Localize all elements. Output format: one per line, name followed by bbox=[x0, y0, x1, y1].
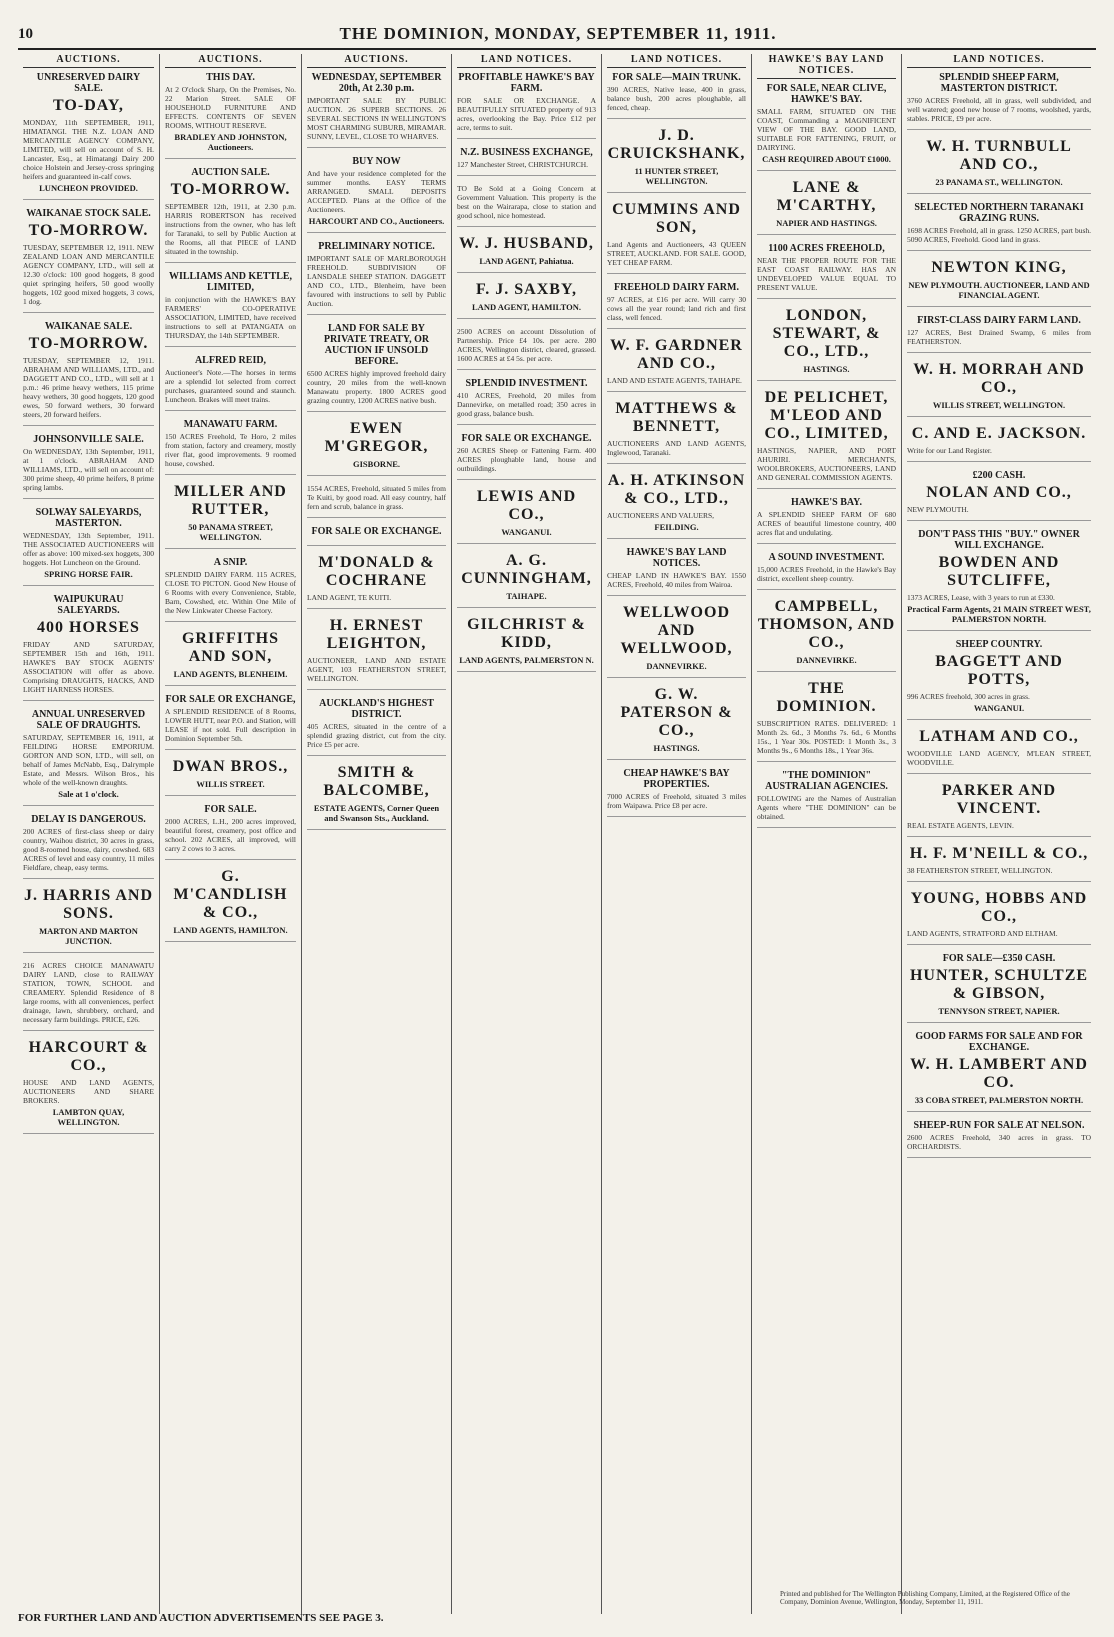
ad-name: DE PELICHET, M'LEOD AND CO., LIMITED, bbox=[764, 389, 889, 442]
advertisement bbox=[457, 616, 596, 672]
advertisement bbox=[457, 184, 596, 227]
ad-body: Auctioneer's Note.—The horses in terms are a splendid lot selected from correct purchases, guaranteed sound and staunch. Luncheon. Brakes will meet trains. bbox=[165, 368, 296, 404]
ad-body: SPLENDID DAIRY FARM. 115 ACRES, CLOSE TO PICTON. Good New House of 6 Rooms with every Convenience, Stable, Barn, Cowshed, etc. Within One Mile of the New Linkwater Cheese Factory. bbox=[165, 570, 296, 615]
ad-footer: Practical Farm Agents, 21 MAIN STREET WEST, PALMERSTON NORTH. bbox=[907, 604, 1091, 624]
ad-body: FRIDAY AND SATURDAY, SEPTEMBER 15th and 16th, 1911. HAWKE'S BAY STOCK AGENTS' ASSOCIATION will offer as above. Comprising DRAUGHTS, HACKS, AND LIGHT HARNESS HORSES. bbox=[23, 640, 154, 694]
advertisement bbox=[307, 554, 446, 609]
ad-name: H. ERNEST LEIGHTON, bbox=[326, 617, 427, 652]
ad-heading: A SOUND INVESTMENT. bbox=[768, 552, 885, 563]
ad-heading: DELAY IS DANGEROUS. bbox=[31, 814, 146, 825]
ad-heading: WAIPUKURAU SALEYARDS. bbox=[53, 594, 124, 616]
ad-body: 127 ACRES, Best Drained Swamp, 6 miles from FEATHERSTON. bbox=[907, 328, 1091, 346]
advertisement bbox=[607, 768, 746, 817]
advertisement bbox=[23, 961, 154, 1031]
ad-footer: HARCOURT AND CO., Auctioneers. bbox=[308, 216, 445, 226]
advertisement bbox=[457, 378, 596, 425]
ad-name: TO-MORROW. bbox=[170, 181, 291, 198]
ad-body: HASTINGS, NAPIER, AND PORT AHURIRI. MERCHANTS, WOOLBROKERS, AUCTIONEERS, LAND AND GENERAL COMMISSION AGENTS. bbox=[757, 446, 896, 482]
ad-heading: WAIKANAE STOCK SALE. bbox=[26, 208, 151, 219]
ad-name: LATHAM AND CO., bbox=[919, 728, 1079, 745]
advertisement bbox=[165, 483, 296, 549]
ad-name: CAMPBELL, THOMSON, AND CO., bbox=[757, 598, 896, 651]
advertisement bbox=[907, 361, 1091, 417]
columns-container bbox=[18, 54, 1096, 1614]
ad-body: CHEAP LAND IN HAWKE'S BAY. 1550 ACRES, Freehold, 40 miles from Wairoa. bbox=[607, 571, 746, 589]
ad-name: J. HARRIS AND SONS. bbox=[23, 887, 153, 922]
page-number: 10 bbox=[18, 26, 33, 42]
ad-body: 2500 ACRES on account Dissolution of Partnership. Price £4 10s. per acre. 280 ACRES, Wellington district, cleared, grassed. 1600 ACRES at £4 5s. per acre. bbox=[457, 327, 596, 363]
column-header: AUCTIONS. bbox=[307, 54, 446, 68]
advertisement bbox=[23, 208, 154, 313]
ad-heading: ANNUAL UNRESERVED SALE OF DRAUGHTS. bbox=[31, 709, 146, 731]
ad-body: A SPLENDID RESIDENCE of 8 Rooms, LOWER HUTT, near P.O. and Station, will LEASE if not sold. Full description in Dominion September 5th. bbox=[165, 707, 296, 743]
ad-name: NEWTON KING, bbox=[931, 259, 1067, 276]
ad-body: LAND AGENT, TE KUITI. bbox=[307, 593, 392, 602]
ad-heading: PROFITABLE HAWKE'S BAY FARM. bbox=[458, 72, 595, 94]
ad-heading: SHEEP COUNTRY. bbox=[955, 639, 1043, 650]
ad-heading: N.Z. BUSINESS EXCHANGE, bbox=[460, 147, 593, 158]
advertisement bbox=[165, 868, 296, 942]
ad-footer: TENNYSON STREET, NAPIER. bbox=[938, 1006, 1060, 1016]
ad-footer: WANGANUI. bbox=[973, 703, 1025, 713]
ad-heading: FREEHOLD DAIRY FARM. bbox=[614, 282, 739, 293]
ad-name: TO-DAY, bbox=[53, 97, 124, 114]
column-header: AUCTIONS. bbox=[165, 54, 296, 68]
ad-footer: DANNEVIRKE. bbox=[646, 661, 707, 671]
ad-heading: MANAWATU FARM. bbox=[183, 419, 278, 430]
advertisement bbox=[607, 604, 746, 678]
ad-heading: SHEEP-RUN FOR SALE AT NELSON. bbox=[913, 1120, 1085, 1131]
advertisement bbox=[907, 728, 1091, 774]
advertisement bbox=[165, 630, 296, 686]
advertisement bbox=[607, 72, 746, 119]
ad-footer: LAMBTON QUAY, WELLINGTON. bbox=[52, 1107, 125, 1127]
ad-footer: ESTATE AGENTS, Corner Queen and Swanson Sts., Auckland. bbox=[313, 803, 440, 823]
advertisement bbox=[757, 83, 896, 171]
advertisement bbox=[907, 890, 1091, 945]
ad-body: LAND AND ESTATE AGENTS, TAIHAPE. bbox=[607, 376, 742, 385]
advertisement bbox=[757, 307, 896, 381]
advertisement bbox=[23, 72, 154, 200]
ad-body: And have your residence completed for the summer months. EASY TERMS ARRANGED. SMALL DEPOSITS ACCEPTED. Plans at the Office of the Auctioneers. bbox=[307, 169, 446, 214]
ad-body: At 2 O'clock Sharp, On the Premises, No. 22 Marion Street. SALE OF HOUSEHOLD FURNITURE AND EFFECTS. CONTENTS OF SEVEN ROOMS, WITHOUT RESERVE. bbox=[165, 85, 296, 130]
ad-body: 6500 ACRES highly improved freehold dairy country, 20 miles from the well-known Manawatu property. 1800 ACRES good grazing country, 1200 ACRES native bush. bbox=[307, 369, 446, 405]
ad-body: MONDAY, 11th SEPTEMBER, 1911, HIMATANGI. THE N.Z. LOAN AND MERCANTILE AGENCY COMPANY, LIMITED, will sell on account of S. H. Lancaster, Esq., at Himatangi Dairy 200 choice Holstein and Jersey-cross springing heifers and guaranteed in-calf cows. bbox=[23, 118, 154, 181]
advertisement bbox=[165, 758, 296, 796]
advertisement bbox=[907, 845, 1091, 882]
advertisement bbox=[23, 887, 154, 953]
ad-body: 1554 ACRES, Freehold, situated 5 miles from Te Kuiti, by good road. All easy country, half fern and scrub, balance in grass. bbox=[307, 484, 446, 511]
advertisement bbox=[907, 202, 1091, 251]
advertisement bbox=[907, 259, 1091, 307]
advertisement bbox=[457, 433, 596, 480]
ad-name: W. J. HUSBAND, bbox=[459, 235, 594, 252]
ad-footer: LUNCHEON PROVIDED. bbox=[39, 183, 138, 193]
advertisement bbox=[307, 420, 446, 476]
advertisement bbox=[607, 400, 746, 464]
ad-footer: NAPIER AND HASTINGS. bbox=[776, 218, 877, 228]
ad-body: AUCTIONEERS AND LAND AGENTS, Inglewood, Taranaki. bbox=[607, 439, 746, 457]
advertisement bbox=[757, 389, 896, 489]
ad-heading: PRELIMINARY NOTICE. bbox=[318, 241, 435, 252]
advertisement bbox=[757, 598, 896, 672]
column-header: AUCTIONS. bbox=[23, 54, 154, 68]
advertisement bbox=[757, 179, 896, 235]
further-ads-notice: FOR FURTHER LAND AND AUCTION ADVERTISEMENTS SEE PAGE 3. bbox=[18, 1612, 384, 1624]
ad-body: FOR SALE OR EXCHANGE. A BEAUTIFULLY SITUATED property of 913 acres, overlooking the Bay. Price £12 per acre, terms to suit. bbox=[457, 96, 596, 132]
advertisement bbox=[307, 764, 446, 830]
ad-footer: LAND AGENTS, BLENHEIM. bbox=[173, 669, 288, 679]
ad-heading: FOR SALE—£350 CASH. bbox=[942, 953, 1056, 964]
advertisement bbox=[907, 1031, 1091, 1112]
advertisement bbox=[23, 1039, 154, 1134]
ad-footer: LAND AGENT, Pahiatua. bbox=[479, 256, 574, 266]
ad-heading: SPLENDID INVESTMENT. bbox=[465, 378, 588, 389]
ad-body: 2000 ACRES, L.H., 200 acres improved, beautiful forest, creamery, post office and school. 202 ACRES, all improved, will carry 2 cows to 3 acres. bbox=[165, 817, 296, 853]
column-header: HAWKE'S BAY LAND NOTICES. bbox=[757, 54, 896, 79]
ad-body: SMALL FARM, SITUATED ON THE COAST, Commanding a MAGNIFICENT VIEW OF THE BAY. GOOD LAND, SUITABLE FOR FATTENING, FRUIT, or DAIRYING. bbox=[757, 107, 896, 152]
ad-body: IMPORTANT SALE OF MARLBOROUGH FREEHOLD. SUBDIVISION OF LANSDALE SHEEP STATION. DAGGETT AND CO., LTD., Blenheim, have been favoured with instructions to sell by Public Auction. bbox=[307, 254, 446, 308]
ad-body: NEAR THE PROPER ROUTE FOR THE EAST COAST RAILWAY. HAS AN UNDEVELOPED VALUE EQUAL TO PRESENT VALUE. bbox=[757, 256, 896, 292]
ad-footer: 50 PANAMA STREET, WELLINGTON. bbox=[188, 522, 273, 542]
ad-heading: CHEAP HAWKE'S BAY PROPERTIES. bbox=[623, 768, 730, 790]
ad-body: Land Agents and Auctioneers, 43 QUEEN STREET, AUCKLAND. FOR SALE. GOOD, YET CHEAP FARM. bbox=[607, 240, 746, 267]
advertisement bbox=[457, 72, 596, 139]
ad-footer: 11 HUNTER STREET, WELLINGTON. bbox=[634, 166, 719, 186]
ad-body: SATURDAY, SEPTEMBER 16, 1911, at FEILDING HORSE EMPORIUM. GORTON AND SON, LTD., will sell, on behalf of James McNabb, Esq., Dalrymple Estate, and Messrs. Wilson Bros., his whole of the well-known draughts. bbox=[23, 733, 154, 787]
ad-footer: LAND AGENTS, HAMILTON. bbox=[173, 925, 288, 935]
ad-body: 1698 ACRES Freehold, all in grass. 1250 ACRES, part bush. 5090 ACRES, Freehold. Good land in grass. bbox=[907, 226, 1091, 244]
ad-footer: HASTINGS. bbox=[803, 364, 850, 374]
ad-footer: GISBORNE. bbox=[353, 459, 400, 469]
advertisement bbox=[307, 323, 446, 412]
ad-name: DWAN BROS., bbox=[172, 758, 289, 775]
ad-name: LEWIS AND CO., bbox=[476, 488, 577, 523]
ad-name: BOWDEN AND SUTCLIFFE, bbox=[938, 554, 1060, 589]
advertisement bbox=[23, 709, 154, 806]
ad-body: FOLLOWING are the Names of Australian Agents where "THE DOMINION" can be obtained. bbox=[757, 794, 896, 821]
ad-body: 405 ACRES, situated in the centre of a splendid grazing district, cut from the city. Price £5 per acre. bbox=[307, 722, 446, 749]
advertisement bbox=[607, 201, 746, 274]
ad-heading: BUY NOW bbox=[352, 156, 401, 167]
advertisement bbox=[907, 138, 1091, 194]
ad-body: 2600 ACRES Freehold, 340 acres in grass. TO ORCHARDISTS. bbox=[907, 1133, 1091, 1151]
ad-footer: LAND AGENT, HAMILTON. bbox=[472, 302, 581, 312]
ad-name: MILLER AND RUTTER, bbox=[174, 483, 287, 518]
ad-body: A SPLENDID SHEEP FARM OF 680 ACRES of beautiful limestone country, 400 acres flat and undulating. bbox=[757, 510, 896, 537]
ad-heading: SOLWAY SALEYARDS, MASTERTON. bbox=[35, 507, 142, 529]
ad-body: 3760 ACRES Freehold, all in grass, well subdivided, and well watered; good new house of 7 rooms, woolshed, yards, stables. PRICE, £9 per acre. bbox=[907, 96, 1091, 123]
ad-heading: THIS DAY. bbox=[206, 72, 255, 83]
ad-heading: FOR SALE. bbox=[204, 804, 257, 815]
advertisement bbox=[757, 497, 896, 544]
ad-heading: "THE DOMINION" AUSTRALIAN AGENCIES. bbox=[765, 770, 888, 792]
advertisement bbox=[907, 1120, 1091, 1158]
ad-heading: DON'T PASS THIS "BUY." OWNER WILL EXCHANGE. bbox=[918, 529, 1080, 551]
advertisement bbox=[165, 694, 296, 750]
ad-name: G. W. PATERSON & CO., bbox=[620, 686, 733, 739]
ad-footer: SPRING HORSE FAIR. bbox=[44, 569, 133, 579]
advertisement bbox=[607, 127, 746, 193]
ad-name: W. H. LAMBERT AND CO. bbox=[910, 1056, 1088, 1091]
ad-heading: FOR SALE—MAIN TRUNK. bbox=[612, 72, 741, 83]
ad-body: 15,000 ACRES Freehold, in the Hawke's Bay district, excellent sheep country. bbox=[757, 565, 896, 583]
ad-body: 127 Manchester Street, CHRISTCHURCH. bbox=[457, 160, 589, 169]
ad-footer: 23 PANAMA ST., WELLINGTON. bbox=[935, 177, 1063, 187]
advertisement bbox=[307, 484, 446, 518]
advertisement bbox=[23, 507, 154, 586]
advertisement bbox=[165, 271, 296, 347]
ad-body: 260 ACRES Sheep or Fattening Farm. 400 ACRES ploughable land, house and outbuildings. bbox=[457, 446, 596, 473]
ad-body: HOUSE AND LAND AGENTS, AUCTIONEERS AND SHARE BROKERS. bbox=[23, 1078, 154, 1105]
advertisement bbox=[23, 594, 154, 701]
advertisement bbox=[757, 770, 896, 828]
column-3 bbox=[302, 54, 452, 1614]
ad-heading: SPLENDID SHEEP FARM, MASTERTON DISTRICT. bbox=[939, 72, 1059, 94]
ad-heading: FOR SALE, NEAR CLIVE, HAWKE'S BAY. bbox=[766, 83, 887, 105]
advertisement bbox=[607, 337, 746, 392]
ad-body: TO Be Sold at a Going Concern at Government Valuation. This property is the best on the Wairarapa, close to station and good school, nice homestead. bbox=[457, 184, 596, 220]
ad-footer: TAIHAPE. bbox=[506, 591, 547, 601]
ad-name: A. H. ATKINSON & CO., LTD., bbox=[607, 472, 746, 507]
ad-name: M'DONALD & COCHRANE bbox=[318, 554, 435, 589]
ad-body: On WEDNESDAY, 13th September, 1911, at 1 o'clock. ABRAHAM AND WILLIAMS, LTD., will sell on account of: 300 prime sheep, 40 prime heifers, 8 prime spring lambs. bbox=[23, 447, 154, 492]
ad-body: 7000 ACRES of Freehold, situated 3 miles from Waipawa. Price £8 per acre. bbox=[607, 792, 746, 810]
ad-heading: ALFRED REID, bbox=[194, 355, 267, 366]
advertisement bbox=[907, 953, 1091, 1023]
ad-body: 996 ACRES freehold, 300 acres in grass. bbox=[907, 692, 1030, 701]
ad-heading: FOR SALE OR EXCHANGE, bbox=[165, 694, 296, 705]
advertisement bbox=[307, 698, 446, 756]
ad-body: WOODVILLE LAND AGENCY, M'LEAN STREET, WOODVILLE. bbox=[907, 749, 1091, 767]
advertisement bbox=[457, 147, 596, 176]
ad-heading: A SNIP. bbox=[213, 557, 248, 568]
ad-body: 150 ACRES Freehold, Te Horo, 2 miles from station, factory and creamery, mostly river flat, good improvements. 9 roomed house, cowshed. bbox=[165, 432, 296, 468]
advertisement bbox=[165, 419, 296, 475]
ad-heading: FIRST-CLASS DAIRY FARM LAND. bbox=[917, 315, 1081, 326]
advertisement bbox=[907, 315, 1091, 353]
column-7 bbox=[902, 54, 1096, 1614]
ad-name: A. G. CUNNINGHAM, bbox=[461, 552, 592, 587]
ad-name: WELLWOOD AND WELLWOOD, bbox=[620, 604, 733, 657]
ad-body: AUCTIONEERS AND VALUERS, bbox=[607, 511, 715, 520]
advertisement bbox=[23, 434, 154, 499]
ad-name: HARCOURT & CO., bbox=[28, 1039, 149, 1074]
ad-footer: Sale at 1 o'clock. bbox=[58, 789, 119, 799]
ad-body: SEPTEMBER 12th, 1911, at 2.30 p.m. HARRIS ROBERTSON has received instructions from the owner, who has left for Taranaki, to sell by Public Auction at the Rooms, all that PIECE of LAND situated in the township. bbox=[165, 202, 296, 256]
ad-body: 97 ACRES, at £16 per acre. Will carry 30 cows all the year round; land rich and first class, well fenced. bbox=[607, 295, 746, 322]
advertisement bbox=[907, 72, 1091, 130]
ad-heading: SELECTED NORTHERN TARANAKI GRAZING RUNS. bbox=[914, 202, 1084, 224]
ad-heading: FOR SALE OR EXCHANGE. bbox=[461, 433, 592, 444]
ad-footer: NEW PLYMOUTH. AUCTIONEER, LAND AND FINANCIAL AGENT. bbox=[908, 280, 1090, 300]
advertisement bbox=[457, 488, 596, 544]
advertisement bbox=[907, 529, 1091, 631]
ad-name: J. D. CRUICKSHANK, bbox=[607, 127, 746, 162]
ad-name: W. F. GARDNER AND CO., bbox=[610, 337, 743, 372]
advertisement bbox=[607, 472, 746, 539]
advertisement bbox=[757, 680, 896, 762]
ad-name: W. H. TURNBULL AND CO., bbox=[926, 138, 1072, 173]
advertisement bbox=[165, 804, 296, 860]
ad-heading: AUCTION SALE. bbox=[191, 167, 270, 178]
masthead bbox=[18, 24, 1096, 50]
ad-name: F. J. SAXBY, bbox=[475, 281, 578, 298]
ad-footer: BRADLEY AND JOHNSTON, Auctioneers. bbox=[174, 132, 287, 152]
advertisement bbox=[907, 639, 1091, 720]
advertisement bbox=[307, 241, 446, 315]
ad-name: C. AND E. JACKSON. bbox=[911, 425, 1087, 442]
ad-heading: FOR SALE OR EXCHANGE. bbox=[311, 526, 442, 537]
ad-footer: HASTINGS. bbox=[653, 743, 700, 753]
ad-name: BAGGETT AND POTTS, bbox=[935, 653, 1063, 688]
ad-heading: HAWKE'S BAY LAND NOTICES. bbox=[626, 547, 727, 569]
newspaper-title: THE DOMINION, MONDAY, SEPTEMBER 11, 1911. bbox=[339, 24, 777, 43]
ad-name: HUNTER, SCHULTZE & GIBSON, bbox=[909, 967, 1089, 1002]
ad-heading: AUCKLAND'S HIGHEST DISTRICT. bbox=[319, 698, 434, 720]
ad-body: LAND AGENTS, STRATFORD AND ELTHAM. bbox=[907, 929, 1058, 938]
ad-heading: WEDNESDAY, SEPTEMBER 20th, At 2.30 p.m. bbox=[311, 72, 442, 94]
ad-footer: FEILDING. bbox=[654, 522, 699, 532]
advertisement bbox=[307, 617, 446, 690]
advertisement bbox=[757, 552, 896, 590]
column-1 bbox=[18, 54, 160, 1614]
advertisement bbox=[23, 814, 154, 879]
advertisement bbox=[307, 156, 446, 233]
ad-heading: HAWKE'S BAY. bbox=[791, 497, 862, 508]
advertisement bbox=[907, 470, 1091, 521]
ad-name: CUMMINS AND SON, bbox=[612, 201, 741, 236]
ad-body: 200 ACRES of first-class sheep or dairy country, Waihou district, 30 acres in grass, good 8-roomed house, dairy, cowshed. 683 ACRES of level and easy country, 11 miles Fieldfare, cheap, easy terms. bbox=[23, 827, 154, 872]
advertisement bbox=[907, 425, 1091, 462]
advertisement bbox=[607, 547, 746, 596]
ad-body: AUCTIONEER, LAND AND ESTATE AGENT, 103 FEATHERSTON STREET, WELLINGTON. bbox=[307, 656, 446, 683]
ad-body: 410 ACRES, Freehold, 20 miles from Dannevirke, on metalled road; 350 acres in good grass, balance bush. bbox=[457, 391, 596, 418]
ad-body: TUESDAY, SEPTEMBER 12, 1911. ABRAHAM AND WILLIAMS, LTD., and DAGGETT AND CO., LTD., will sell at 1 p.m.: 46 prime heavy wethers, 115 prime heavy wethers, 30 good hoggets, 120 good ewes, 50 forward wethers, 30 forward steers, 20 forward heifers. bbox=[23, 356, 154, 419]
advertisement bbox=[165, 167, 296, 263]
advertisement bbox=[757, 243, 896, 299]
ad-name: GRIFFITHS AND SON, bbox=[181, 630, 279, 665]
ad-heading: WILLIAMS AND KETTLE, LIMITED, bbox=[168, 271, 293, 293]
ad-name: MATTHEWS & BENNETT, bbox=[615, 400, 738, 435]
ad-name: EWEN M'GREGOR, bbox=[324, 420, 429, 455]
ad-footer: CASH REQUIRED ABOUT £1000. bbox=[762, 154, 891, 164]
advertisement bbox=[457, 552, 596, 608]
ad-name: LANE & M'CARTHY, bbox=[776, 179, 877, 214]
ad-name: GILCHRIST & KIDD, bbox=[467, 616, 586, 651]
ad-name: 400 HORSES bbox=[37, 619, 140, 636]
column-header: LAND NOTICES. bbox=[907, 54, 1091, 68]
ad-name: G. M'CANDLISH & CO., bbox=[173, 868, 288, 921]
ad-body: IMPORTANT SALE BY PUBLIC AUCTION. 26 SUPERB SECTIONS. 26 SEVERAL SECTIONS IN WELLINGTON'S MOST CHARMING SUBURB, MIRAMAR. SUNNY, LEVEL, CLOSE TO WHARVES. bbox=[307, 96, 446, 141]
ad-name: YOUNG, HOBBS AND CO., bbox=[910, 890, 1088, 925]
ad-footer: 33 COBA STREET, PALMERSTON NORTH. bbox=[914, 1095, 1084, 1105]
ad-name: H. F. M'NEILL & CO., bbox=[909, 845, 1089, 862]
ad-heading: GOOD FARMS FOR SALE AND FOR EXCHANGE. bbox=[915, 1031, 1083, 1053]
ad-name: PARKER AND VINCENT. bbox=[941, 782, 1057, 817]
advertisement bbox=[165, 557, 296, 622]
advertisement bbox=[607, 282, 746, 329]
advertisement bbox=[457, 327, 596, 370]
ad-body: 1373 ACRES, Lease, with 3 years to run at £330. bbox=[907, 593, 1055, 602]
column-4 bbox=[452, 54, 602, 1614]
ad-body: REAL ESTATE AGENTS, LEVIN. bbox=[907, 821, 1014, 830]
column-5 bbox=[602, 54, 752, 1614]
column-header: LAND NOTICES. bbox=[607, 54, 746, 68]
ad-heading: WAIKANAE SALE. bbox=[44, 321, 133, 332]
advertisement bbox=[165, 72, 296, 159]
advertisement bbox=[165, 355, 296, 411]
ad-body: in conjunction with the HAWKE'S BAY FARMERS' CO-OPERATIVE ASSOCIATION, LIMITED, have received instructions to sell at PATANGATA on THURSDAY, the 14th SEPTEMBER. bbox=[165, 295, 296, 340]
advertisement bbox=[307, 72, 446, 148]
ad-footer: MARTON AND MARTON JUNCTION. bbox=[39, 926, 138, 946]
ad-body: Write for our Land Register. bbox=[907, 446, 992, 455]
column-header: LAND NOTICES. bbox=[457, 54, 596, 68]
ad-heading: UNRESERVED DAIRY SALE. bbox=[36, 72, 141, 94]
advertisement bbox=[457, 281, 596, 319]
ad-name: W. H. MORRAH AND CO., bbox=[913, 361, 1085, 396]
ad-footer: WILLIS STREET. bbox=[196, 779, 265, 789]
ad-body: 38 FEATHERSTON STREET, WELLINGTON. bbox=[907, 866, 1053, 875]
advertisement bbox=[457, 235, 596, 273]
ad-heading: 1100 ACRES FREEHOLD, bbox=[768, 243, 885, 254]
ad-body: SUBSCRIPTION RATES. DELIVERED: 1 Month 2s. 6d., 3 Months 7s. 6d., 6 Months 15s., 1 Year 30s. POSTED: 1 Month 3s., 3 Months 9s., 6 Months 18s., 1 Year 36s. bbox=[757, 719, 896, 755]
ad-name: SMITH & BALCOMBE, bbox=[323, 764, 430, 799]
ad-footer: DANNEVIRKE. bbox=[796, 655, 857, 665]
column-2 bbox=[160, 54, 302, 1614]
ad-body: TUESDAY, SEPTEMBER 12, 1911. NEW ZEALAND LOAN AND MERCANTILE AGENCY COMPANY, LTD., will sell at 12.30 o'clock: 100 good hoggets, 8 good quiet springing heifers, 50 good woolly hoggets, 102 good mixed hoggets, 3 cows, 1 dog. bbox=[23, 243, 154, 306]
ad-heading: £200 CASH. bbox=[972, 470, 1026, 481]
advertisement bbox=[23, 321, 154, 426]
ad-name: TO-MORROW. bbox=[28, 222, 149, 239]
ad-heading: JOHNSONVILLE SALE. bbox=[33, 434, 144, 445]
ad-body: 390 ACRES, Native lease, 400 in grass, balance bush, 200 acres ploughable, all fenced, cheap. bbox=[607, 85, 746, 112]
ad-name: TO-MORROW. bbox=[28, 335, 149, 352]
advertisement bbox=[907, 782, 1091, 837]
ad-heading: LAND FOR SALE BY PRIVATE TREATY, OR AUCTION IF UNSOLD BEFORE. bbox=[323, 323, 430, 367]
ad-body: WEDNESDAY, 13th September, 1911. THE ASSOCIATED AUCTIONEERS will offer as above: 100 mixed-sex hoggets, 300 hoggets. Hot Luncheon on the Ground. bbox=[23, 531, 154, 567]
advertisement bbox=[607, 686, 746, 760]
ad-name: LONDON, STEWART, & CO., LTD., bbox=[772, 307, 881, 360]
ad-name: NOLAN AND CO., bbox=[926, 484, 1072, 501]
ad-footer: LAND AGENTS, PALMERSTON N. bbox=[459, 655, 594, 665]
ad-body: 216 ACRES CHOICE MANAWATU DAIRY LAND, close to RAILWAY STATION, TOWN, SCHOOL and CREAMERY. Splendid Residence of 8 large rooms, with all conveniences, perfect drainage, lawn, shrubbery, orchard, and necessary farm buildings. PRICE, £26. bbox=[23, 961, 154, 1024]
imprint: Printed and published for The Wellington Publishing Company, Limited, at the Registered Office of the Company, Dominion Avenue, Wellington, Monday, September 11, 1911. bbox=[780, 1590, 1070, 1606]
column-6 bbox=[752, 54, 902, 1614]
ad-footer: WANGANUI. bbox=[501, 527, 552, 537]
advertisement bbox=[307, 526, 446, 546]
ad-body: NEW PLYMOUTH. bbox=[907, 505, 969, 514]
ad-footer: WILLIS STREET, WELLINGTON. bbox=[932, 400, 1066, 410]
ad-name: THE DOMINION. bbox=[776, 680, 877, 715]
